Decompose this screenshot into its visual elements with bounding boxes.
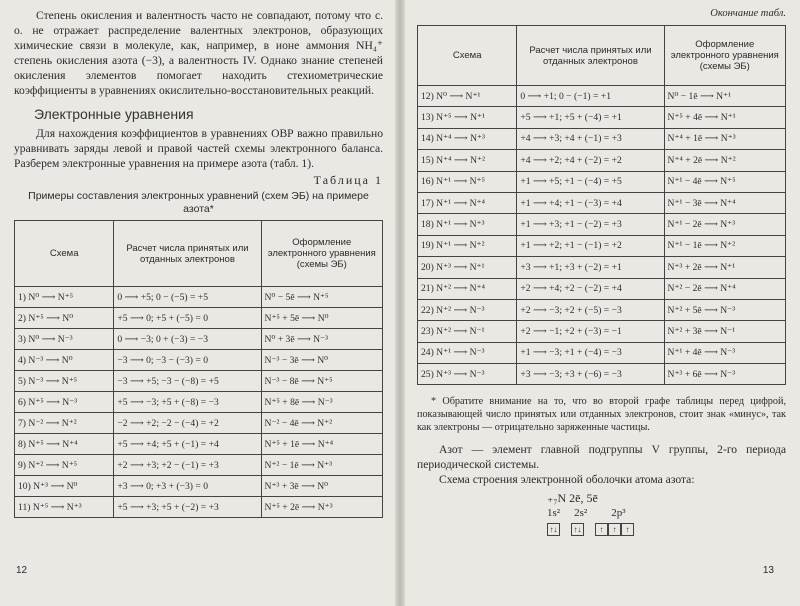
- table-label: Таблица 1: [313, 173, 383, 187]
- table-row: [418, 257, 786, 278]
- cell-scheme: 24) N⁺¹ ⟶ N⁻³: [418, 342, 517, 363]
- electron-shell-scheme: [547, 491, 786, 551]
- page-number-left: 12: [16, 565, 28, 576]
- cell-calc: +1 ⟶ +2; +1 − (−1) = +2: [517, 235, 664, 256]
- cell-calc: +1 ⟶ +3; +1 − (−2) = +3: [517, 214, 664, 235]
- page-number-right: 13: [762, 565, 774, 576]
- orbital-label: 1s²: [547, 507, 561, 520]
- scheme-title: Схема строения электронной оболочки атома азота:: [439, 473, 695, 487]
- table-row: [418, 321, 786, 342]
- table-row: [15, 497, 383, 518]
- table-row: [15, 350, 383, 371]
- cell-form: N⁺⁵ + 2ē ⟶ N⁺³: [261, 497, 382, 518]
- orbital-cell: ↑↓: [547, 523, 560, 536]
- cell-form: N⁺¹ − 1ē ⟶ N⁺²: [664, 235, 785, 256]
- table-row: [418, 86, 786, 107]
- cell-calc: 0 ⟶ +1; 0 − (−1) = +1: [517, 86, 664, 107]
- cell-form: N⁺⁵ + 8ē ⟶ N⁻³: [261, 392, 382, 413]
- cell-form: N⁺¹ − 4ē ⟶ N⁺⁵: [664, 171, 785, 192]
- cell-calc: +3 ⟶ −3; +3 + (−6) = −3: [517, 364, 664, 385]
- cell-form: N⁺⁵ + 1ē ⟶ N⁺⁴: [261, 434, 382, 455]
- cell-calc: +2 ⟶ −3; +2 + (−5) = −3: [517, 299, 664, 320]
- cell-scheme: 20) N⁺³ ⟶ N⁺¹: [418, 257, 517, 278]
- orbital-cell: ↑: [621, 523, 634, 536]
- cell-form: N⁺² + 3ē ⟶ N⁻¹: [664, 321, 785, 342]
- cell-calc: +5 ⟶ 0; +5 + (−5) = 0: [114, 308, 261, 329]
- table-row: [418, 192, 786, 213]
- cell-calc: +5 ⟶ +1; +5 + (−4) = +1: [517, 107, 664, 128]
- cell-scheme: 7) N⁻² ⟶ N⁺²: [15, 413, 114, 434]
- cell-calc: +3 ⟶ +1; +3 + (−2) = +1: [517, 257, 664, 278]
- electron-equations-table-continued: [417, 25, 786, 385]
- orbital-label: 2s²: [574, 507, 588, 520]
- cell-calc: +5 ⟶ +3; +5 + (−2) = +3: [114, 497, 261, 518]
- table-row: [15, 371, 383, 392]
- cell-form: N⁺² + 5ē ⟶ N⁻³: [664, 299, 785, 320]
- header-form: Оформление электронного уравнения (схемы ЭБ): [664, 26, 785, 86]
- cell-calc: +4 ⟶ +2; +4 + (−2) = +2: [517, 150, 664, 171]
- table-row: [418, 171, 786, 192]
- cell-calc: +1 ⟶ +4; +1 − (−3) = +4: [517, 192, 664, 213]
- cell-form: N⁰ + 3ē ⟶ N⁻³: [261, 329, 382, 350]
- cell-form: N⁺² − 2ē ⟶ N⁺⁴: [664, 278, 785, 299]
- orbital-cell: ↑↓: [571, 523, 584, 536]
- table-row: [15, 455, 383, 476]
- cell-calc: +4 ⟶ +3; +4 + (−1) = +3: [517, 128, 664, 149]
- table-row: [418, 364, 786, 385]
- cell-form: N⁰ − 1ē ⟶ N⁺¹: [664, 86, 785, 107]
- orbital-cells: [547, 523, 786, 536]
- cell-form: N⁺⁴ + 1ē ⟶ N⁺³: [664, 128, 785, 149]
- cell-scheme: 4) N⁻³ ⟶ N⁰: [15, 350, 114, 371]
- header-scheme: Схема: [15, 221, 114, 287]
- cell-scheme: 14) N⁺⁴ ⟶ N⁺³: [418, 128, 517, 149]
- cell-scheme: 9) N⁺² ⟶ N⁺⁵: [15, 455, 114, 476]
- table-row: [418, 299, 786, 320]
- orbital-label: 2p³: [611, 507, 626, 520]
- cell-scheme: 10) N⁺³ ⟶ N⁰: [15, 476, 114, 497]
- table-body: [418, 86, 786, 385]
- table-row: [418, 278, 786, 299]
- cell-form: N⁻² − 4ē ⟶ N⁺²: [261, 413, 382, 434]
- cell-calc: +2 ⟶ +3; +2 − (−1) = +3: [114, 455, 261, 476]
- cell-calc: +3 ⟶ 0; +3 + (−3) = 0: [114, 476, 261, 497]
- cell-calc: +5 ⟶ −3; +5 + (−8) = −3: [114, 392, 261, 413]
- cell-calc: +2 ⟶ +4; +2 − (−2) = +4: [517, 278, 664, 299]
- header-scheme: Схема: [418, 26, 517, 86]
- orbital-cell: ↑: [595, 523, 608, 536]
- cell-form: N⁺¹ − 2ē ⟶ N⁺³: [664, 214, 785, 235]
- cell-calc: +2 ⟶ −1; +2 + (−3) = −1: [517, 321, 664, 342]
- cell-scheme: 17) N⁺¹ ⟶ N⁺⁴: [418, 192, 517, 213]
- right-page: [403, 0, 800, 606]
- cell-calc: 0 ⟶ −3; 0 + (−3) = −3: [114, 329, 261, 350]
- electron-equations-table: [14, 220, 383, 518]
- cell-scheme: 11) N⁺⁵ ⟶ N⁺³: [15, 497, 114, 518]
- table-row: [15, 287, 383, 308]
- table-row: [418, 128, 786, 149]
- table-row: [15, 413, 383, 434]
- cell-scheme: 21) N⁺² ⟶ N⁺⁴: [418, 278, 517, 299]
- cell-scheme: 6) N⁺⁵ ⟶ N⁻³: [15, 392, 114, 413]
- table-row: [418, 342, 786, 363]
- table-row: [15, 329, 383, 350]
- table-row: [15, 476, 383, 497]
- table-row: [418, 150, 786, 171]
- intro-paragraph: Степень окисления и валентность часто не совпадают, потому что с. о. не отражает распределение валентных электронов, образующих химические связи в молекуле, как, например, в ионе аммония NH₄⁺ степень окисления азота (−3), а валентность IV. Однако знание степеней окисления элементов помогает находить стехиометрические коэффициенты в уравнениях окислительно-восстановительных реакций.: [14, 9, 383, 97]
- cell-calc: −2 ⟶ +2; −2 − (−4) = +2: [114, 413, 261, 434]
- cell-scheme: 18) N⁺¹ ⟶ N⁺³: [418, 214, 517, 235]
- table-row: [15, 434, 383, 455]
- table-row: [418, 214, 786, 235]
- cell-scheme: 5) N⁻³ ⟶ N⁺⁵: [15, 371, 114, 392]
- cell-scheme: 15) N⁺⁴ ⟶ N⁺²: [418, 150, 517, 171]
- cell-calc: −3 ⟶ 0; −3 − (−3) = 0: [114, 350, 261, 371]
- cell-form: N⁺⁵ + 4ē ⟶ N⁺¹: [664, 107, 785, 128]
- cell-form: N⁺¹ − 3ē ⟶ N⁺⁴: [664, 192, 785, 213]
- cell-calc: +5 ⟶ +4; +5 + (−1) = +4: [114, 434, 261, 455]
- cell-calc: −3 ⟶ +5; −3 − (−8) = +5: [114, 371, 261, 392]
- cell-scheme: 12) N⁰ ⟶ N⁺¹: [418, 86, 517, 107]
- left-page: [0, 0, 397, 606]
- cell-scheme: 16) N⁺¹ ⟶ N⁺⁵: [418, 171, 517, 192]
- cell-scheme: 3) N⁰ ⟶ N⁻³: [15, 329, 114, 350]
- cell-calc: 0 ⟶ +5; 0 − (−5) = +5: [114, 287, 261, 308]
- header-calc: Расчет числа принятых или отданных электронов: [517, 26, 664, 86]
- cell-scheme: 19) N⁺¹ ⟶ N⁺²: [418, 235, 517, 256]
- section-title: Электронные уравнения: [34, 106, 194, 122]
- cell-calc: +1 ⟶ −3; +1 + (−4) = −3: [517, 342, 664, 363]
- footnote: * Обратите внимание на то, что во второй графе таблицы перед цифрой, показывающей число принятых или отданных электронов, стоит знак «минус», так как электроны — отрицательно заряженные частицы.: [417, 396, 786, 434]
- cell-scheme: 2) N⁺⁵ ⟶ N⁰: [15, 308, 114, 329]
- method-paragraph: Для нахождения коэффициентов в уравнениях ОВР важно правильно уравнивать заряды левой и правой частей схемы электронного баланса. Разберем электронные уравнения на примере азота (табл. 1).: [14, 127, 383, 170]
- cell-scheme: 25) N⁺³ ⟶ N⁻³: [418, 364, 517, 385]
- header-calc: Расчет числа принятых или отданных электронов: [114, 221, 261, 287]
- cell-calc: +1 ⟶ +5; +1 − (−4) = +5: [517, 171, 664, 192]
- cell-form: N⁺³ + 6ē ⟶ N⁻³: [664, 364, 785, 385]
- header-form: Оформление электронного уравнения (схемы ЭБ): [261, 221, 382, 287]
- cell-form: N⁺⁵ + 5ē ⟶ N⁰: [261, 308, 382, 329]
- cell-form: N⁺² − 1ē ⟶ N⁺³: [261, 455, 382, 476]
- nitrogen-paragraph: Азот — элемент главной подгруппы V группы, 2-го периода периодической системы.: [417, 443, 786, 472]
- cell-scheme: 22) N⁺² ⟶ N⁻³: [418, 299, 517, 320]
- table-row: [15, 308, 383, 329]
- cell-form: N⁻³ − 8ē ⟶ N⁺⁵: [261, 371, 382, 392]
- cell-form: N⁺¹ + 4ē ⟶ N⁻³: [664, 342, 785, 363]
- table-row: [418, 107, 786, 128]
- scheme-formula: ₊₇N 2ē, 5ē: [547, 491, 598, 506]
- cell-scheme: 1) N⁰ ⟶ N⁺⁵: [15, 287, 114, 308]
- table-row: [15, 392, 383, 413]
- cell-form: N⁰ − 5ē ⟶ N⁺⁵: [261, 287, 382, 308]
- cell-form: N⁺⁴ + 2ē ⟶ N⁺²: [664, 150, 785, 171]
- table-body: [15, 287, 383, 518]
- orbital-cell: ↑: [608, 523, 621, 536]
- cell-scheme: 23) N⁺² ⟶ N⁻¹: [418, 321, 517, 342]
- cell-form: N⁺³ + 3ē ⟶ N⁰: [261, 476, 382, 497]
- cell-scheme: 8) N⁺⁵ ⟶ N⁺⁴: [15, 434, 114, 455]
- cell-form: N⁻³ − 3ē ⟶ N⁰: [261, 350, 382, 371]
- running-head: Окончание табл.: [710, 8, 786, 19]
- cell-scheme: 13) N⁺⁵ ⟶ N⁺¹: [418, 107, 517, 128]
- cell-form: N⁺³ + 2ē ⟶ N⁺¹: [664, 257, 785, 278]
- table-caption: Примеры составления электронных уравнений (схем ЭБ) на примере азота*: [28, 190, 369, 215]
- table-row: [418, 235, 786, 256]
